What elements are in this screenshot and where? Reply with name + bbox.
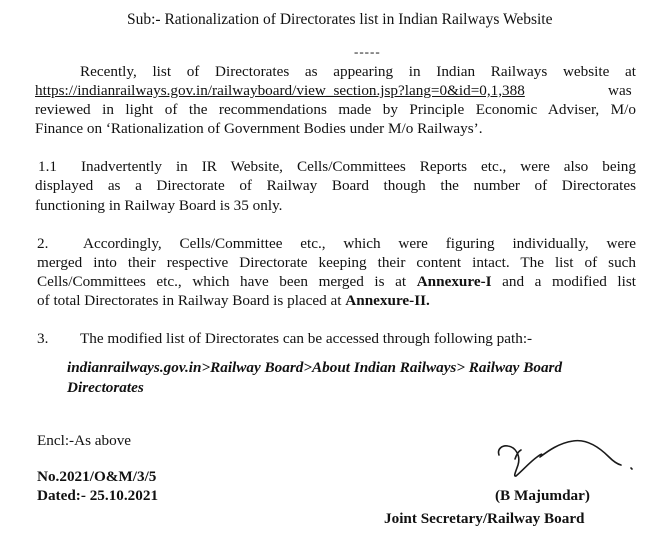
para-3-line-1: The modified list of Directorates can be accessed through following path:- [80, 330, 533, 347]
para-2-number: 2. [37, 235, 49, 252]
para-1-1-line-2: displayed as a Directorate of Railway Board though the number of Directorates [35, 177, 636, 194]
file-number: No.2021/O&M/3/5 [37, 468, 157, 485]
handwritten-signature [493, 433, 643, 479]
website-link[interactable]: https://indianrailways.gov.in/railwayboard/view_section.jsp?lang=0&id=0,1,388 [35, 82, 525, 99]
para-3-number: 3. [37, 330, 49, 347]
access-path-line-1: indianrailways.gov.in>Railway Board>About Indian Railways> Railway Board [67, 359, 563, 376]
access-path-line-2: Directorates [67, 379, 144, 396]
intro-line-1: Recently, list of Directorates as appearing in Indian Railways website at [80, 63, 636, 80]
para-2-line-3: Cells/Committees etc., which have been merged is at Annexure-I and a modified list [37, 273, 636, 290]
para-2-line-2: merged into their respective Directorate keeping their content intact. The list of such [37, 254, 636, 271]
para-2-line-4: of total Directorates in Railway Board is placed at Annexure-II. [37, 292, 430, 309]
para-1-1-line-3: functioning in Railway Board is 35 only. [35, 197, 283, 214]
intro-was: was [608, 82, 632, 99]
para-1-1-line-1: Inadvertently in IR Website, Cells/Committees Reports etc., were also being [81, 158, 636, 175]
separator: ----- [354, 44, 381, 59]
signatory-designation: Joint Secretary/Railway Board [384, 510, 585, 527]
intro-line-3: reviewed in light of the recommendations made by Principle Economic Adviser, M/o [35, 101, 636, 118]
annexure-2-label: Annexure-II. [345, 292, 430, 309]
para-2-line-1: Accordingly, Cells/Committee etc., which were figuring individually, were [83, 235, 636, 252]
signatory-name: (B Majumdar) [495, 487, 590, 504]
para-1-1-number: 1.1 [38, 158, 57, 175]
intro-line-4: Finance on ‘Rationalization of Government Bodies under M/o Railways’. [35, 120, 483, 137]
enclosure-note: Encl:-As above [37, 432, 132, 449]
subject-line: Sub:- Rationalization of Directorates list in Indian Railways Website [127, 11, 553, 28]
annexure-1-label: Annexure-I [416, 273, 492, 290]
dated: Dated:- 25.10.2021 [37, 487, 159, 504]
